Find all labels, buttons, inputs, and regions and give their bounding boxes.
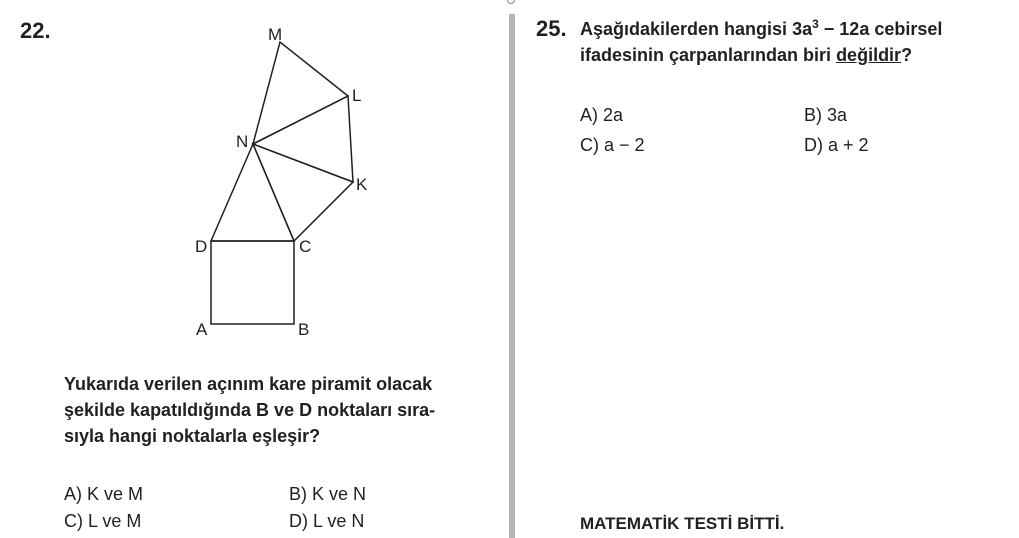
q22-option-c[interactable]: C) L ve M (64, 511, 142, 531)
label-D: D (195, 237, 208, 256)
label-K: K (356, 175, 368, 194)
test-end-footer: MATEMATİK TESTİ BİTTİ. (580, 514, 785, 533)
question-25-line-2 (580, 42, 1010, 68)
triangle-dnc (211, 144, 294, 241)
label-L: L (352, 86, 362, 105)
question-25-line-2b: ? (901, 45, 913, 65)
q22-option-a[interactable]: A) K ve M (64, 484, 144, 504)
label-B: B (298, 320, 310, 339)
question-25-number: 25. (536, 16, 567, 41)
question-25-underlined: değildir (836, 45, 902, 65)
label-C: C (299, 237, 312, 256)
q25-option-c[interactable]: C) a − 2 (580, 135, 645, 155)
column-divider (509, 14, 515, 538)
q22-option-b[interactable]: B) K ve N (289, 484, 367, 504)
question-25-line-2a: ifadesinin çarpanlarından biri (580, 45, 837, 65)
label-M: M (268, 25, 283, 44)
q22-option-d[interactable]: D) L ve N (289, 511, 365, 531)
triangle-cnk (253, 144, 353, 241)
question-22-line-1: Yukarıda verilen açınım kare piramit olacak (64, 374, 433, 394)
triangle-nlm (253, 42, 348, 144)
question-22-line-3: sıyla hangi noktalarla eşleşir? (64, 426, 321, 446)
question-25-text (580, 16, 1010, 68)
square-base (211, 241, 294, 324)
question-25-part-1: Aşağıdakilerden hangisi 3a (580, 19, 813, 39)
question-25-exponent: 3 (812, 17, 819, 31)
question-22-number: 22. (20, 18, 51, 43)
pyramid-net-figure (180, 20, 400, 345)
question-25-line-1 (580, 16, 1010, 42)
triangle-nkl (253, 96, 353, 182)
label-A: A (196, 320, 208, 339)
q25-option-d[interactable]: D) a + 2 (804, 135, 869, 155)
question-22-text (64, 371, 504, 449)
column-divider-dot (507, 0, 515, 4)
question-25-part-2: − 12a cebirsel (818, 19, 943, 39)
question-22-line-2: şekilde kapatıldığında B ve D noktaları sıra- (64, 400, 436, 420)
q25-option-b[interactable]: B) 3a (804, 105, 848, 125)
label-N: N (236, 132, 249, 151)
q25-option-a[interactable]: A) 2a (580, 105, 624, 125)
